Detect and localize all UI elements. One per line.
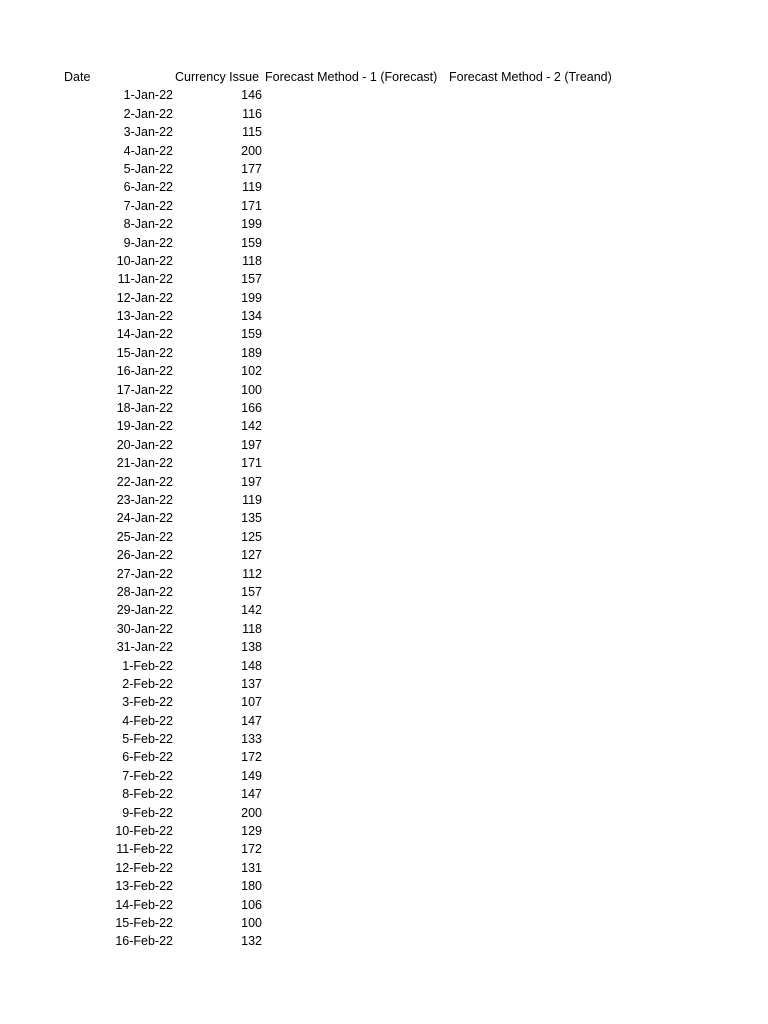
forecast-method-1-cell[interactable]: [265, 748, 445, 766]
table-row: [0, 896, 768, 914]
forecast-method-1-cell[interactable]: [265, 142, 445, 160]
forecast-method-1-cell[interactable]: [265, 730, 445, 748]
date-cell[interactable]: 14-Feb-22: [115, 897, 173, 912]
forecast-method-2-cell[interactable]: [449, 785, 629, 803]
table-row: [0, 436, 768, 454]
forecast-method-2-cell[interactable]: [449, 748, 629, 766]
table-row: [0, 123, 768, 141]
forecast-method-2-cell[interactable]: [449, 86, 629, 104]
forecast-method-1-cell[interactable]: [265, 914, 445, 932]
forecast-method-2-cell[interactable]: [449, 896, 629, 914]
currency-issue-cell[interactable]: 107: [241, 695, 262, 710]
forecast-method-1-cell[interactable]: [265, 234, 445, 252]
forecast-method-2-cell[interactable]: [449, 160, 629, 178]
currency-issue-cell[interactable]: 116: [242, 106, 262, 121]
table-row: [0, 748, 768, 766]
forecast-method-2-cell[interactable]: [449, 693, 629, 711]
table-row: [0, 565, 768, 583]
date-cell[interactable]: 10-Jan-22: [116, 253, 173, 268]
forecast-method-1-cell[interactable]: [265, 693, 445, 711]
date-cell[interactable]: 1-Jan-22: [123, 88, 173, 103]
table-row: [0, 528, 768, 546]
forecast-method-1-cell[interactable]: [265, 620, 445, 638]
forecast-method-1-cell[interactable]: [265, 785, 445, 803]
table-row: [0, 822, 768, 840]
table-row: [0, 583, 768, 601]
currency-issue-cell[interactable]: 138: [241, 640, 262, 655]
forecast-method-1-cell[interactable]: [265, 491, 445, 509]
date-cell[interactable]: 17-Jan-22: [116, 382, 173, 397]
forecast-method-1-cell[interactable]: [265, 583, 445, 601]
forecast-method-2-cell[interactable]: [449, 565, 629, 583]
forecast-method-2-cell[interactable]: [449, 234, 629, 252]
table-row: [0, 804, 768, 822]
currency-issue-cell[interactable]: 172: [241, 750, 262, 765]
forecast-method-2-cell[interactable]: [449, 362, 629, 380]
table-row: [0, 417, 768, 435]
forecast-method-2-cell[interactable]: [449, 583, 629, 601]
table-row: [0, 289, 768, 307]
currency-issue-cell[interactable]: 197: [241, 437, 262, 452]
forecast-method-2-cell[interactable]: [449, 859, 629, 877]
date-cell[interactable]: 18-Jan-22: [116, 401, 173, 416]
date-cell[interactable]: 21-Jan-22: [116, 456, 173, 471]
date-cell[interactable]: 10-Feb-22: [115, 824, 173, 839]
table-row: [0, 932, 768, 950]
table-row: [0, 785, 768, 803]
header-date[interactable]: Date: [64, 70, 91, 84]
currency-issue-cell[interactable]: 100: [241, 382, 262, 397]
table-row: [0, 215, 768, 233]
forecast-method-1-cell[interactable]: [265, 86, 445, 104]
forecast-method-2-cell[interactable]: [449, 289, 629, 307]
forecast-method-1-cell[interactable]: [265, 767, 445, 785]
table-row: [0, 675, 768, 693]
table-row: [0, 344, 768, 362]
forecast-method-2-cell[interactable]: [449, 178, 629, 196]
currency-issue-cell[interactable]: 180: [241, 879, 262, 894]
forecast-method-2-cell[interactable]: [449, 325, 629, 343]
forecast-method-1-cell[interactable]: [265, 932, 445, 950]
currency-issue-cell[interactable]: 127: [241, 548, 262, 563]
currency-issue-cell[interactable]: 125: [241, 529, 262, 544]
forecast-method-2-cell[interactable]: [449, 344, 629, 362]
forecast-method-1-cell[interactable]: [265, 215, 445, 233]
forecast-method-2-cell[interactable]: [449, 601, 629, 619]
date-cell[interactable]: 20-Jan-22: [116, 437, 173, 452]
currency-issue-cell[interactable]: 142: [241, 603, 262, 618]
table-row: [0, 270, 768, 288]
currency-issue-cell[interactable]: 119: [242, 180, 262, 195]
currency-issue-cell[interactable]: 147: [241, 713, 262, 728]
currency-issue-cell[interactable]: 171: [241, 456, 262, 471]
table-row: [0, 657, 768, 675]
currency-issue-cell[interactable]: 200: [241, 143, 262, 158]
forecast-method-1-cell[interactable]: [265, 840, 445, 858]
date-cell[interactable]: 11-Feb-22: [116, 842, 173, 857]
forecast-method-2-cell[interactable]: [449, 620, 629, 638]
currency-issue-cell[interactable]: 133: [241, 732, 262, 747]
date-cell[interactable]: 12-Feb-22: [115, 860, 173, 875]
forecast-method-2-cell[interactable]: [449, 381, 629, 399]
date-cell[interactable]: 1-Feb-22: [122, 658, 173, 673]
forecast-method-1-cell[interactable]: [265, 362, 445, 380]
table-row: [0, 620, 768, 638]
table-row: [0, 399, 768, 417]
table-row: [0, 197, 768, 215]
forecast-method-2-cell[interactable]: [449, 142, 629, 160]
forecast-method-1-cell[interactable]: [265, 399, 445, 417]
date-cell[interactable]: 27-Jan-22: [116, 566, 173, 581]
table-row: [0, 252, 768, 270]
date-cell[interactable]: 15-Jan-22: [116, 345, 173, 360]
currency-issue-cell[interactable]: 112: [242, 566, 262, 581]
forecast-method-1-cell[interactable]: [265, 546, 445, 564]
date-cell[interactable]: 7-Jan-22: [123, 198, 173, 213]
forecast-method-1-cell[interactable]: [265, 381, 445, 399]
forecast-method-2-cell[interactable]: [449, 105, 629, 123]
forecast-method-2-cell[interactable]: [449, 491, 629, 509]
currency-issue-cell[interactable]: 129: [241, 824, 262, 839]
forecast-method-1-cell[interactable]: [265, 307, 445, 325]
data-rows: [0, 86, 768, 950]
date-cell[interactable]: 31-Jan-22: [116, 640, 173, 655]
date-cell[interactable]: 28-Jan-22: [116, 584, 173, 599]
currency-issue-cell[interactable]: 189: [241, 345, 262, 360]
date-cell[interactable]: 7-Feb-22: [122, 768, 173, 783]
forecast-method-2-cell[interactable]: [449, 932, 629, 950]
forecast-method-1-cell[interactable]: [265, 859, 445, 877]
forecast-method-2-cell[interactable]: [449, 252, 629, 270]
forecast-method-1-cell[interactable]: [265, 417, 445, 435]
table-row: [0, 730, 768, 748]
currency-issue-cell[interactable]: 137: [241, 676, 262, 691]
table-row: [0, 877, 768, 895]
date-cell[interactable]: 13-Feb-22: [115, 879, 173, 894]
currency-issue-cell[interactable]: 100: [241, 915, 262, 930]
spreadsheet-sheet: [0, 68, 768, 951]
date-cell[interactable]: 23-Jan-22: [116, 492, 173, 507]
forecast-method-1-cell[interactable]: [265, 528, 445, 546]
date-cell[interactable]: 26-Jan-22: [116, 548, 173, 563]
currency-issue-cell[interactable]: 106: [241, 897, 262, 912]
date-cell[interactable]: 2-Jan-22: [123, 106, 173, 121]
forecast-method-2-cell[interactable]: [449, 730, 629, 748]
forecast-method-1-cell[interactable]: [265, 160, 445, 178]
table-row: [0, 473, 768, 491]
table-row: [0, 142, 768, 160]
table-row: [0, 454, 768, 472]
date-cell[interactable]: 6-Feb-22: [122, 750, 173, 765]
header-row: [0, 68, 768, 86]
date-cell[interactable]: 24-Jan-22: [116, 511, 173, 526]
forecast-method-2-cell[interactable]: [449, 804, 629, 822]
forecast-method-1-cell[interactable]: [265, 454, 445, 472]
currency-issue-cell[interactable]: 149: [241, 768, 262, 783]
header-forecast-method-2[interactable]: Forecast Method - 2 (Treand): [449, 70, 612, 84]
forecast-method-2-cell[interactable]: [449, 399, 629, 417]
forecast-method-2-cell[interactable]: [449, 877, 629, 895]
date-cell[interactable]: 29-Jan-22: [116, 603, 173, 618]
currency-issue-cell[interactable]: 157: [241, 272, 262, 287]
forecast-method-1-cell[interactable]: [265, 804, 445, 822]
date-cell[interactable]: 8-Feb-22: [122, 787, 173, 802]
date-cell[interactable]: 13-Jan-22: [116, 309, 173, 324]
date-cell[interactable]: 22-Jan-22: [116, 474, 173, 489]
forecast-method-2-cell[interactable]: [449, 436, 629, 454]
date-cell[interactable]: 25-Jan-22: [116, 529, 173, 544]
currency-issue-cell[interactable]: 177: [241, 161, 262, 176]
forecast-method-2-cell[interactable]: [449, 123, 629, 141]
date-cell[interactable]: 11-Jan-22: [117, 272, 173, 287]
forecast-method-2-cell[interactable]: [449, 454, 629, 472]
currency-issue-cell[interactable]: 200: [241, 805, 262, 820]
forecast-method-2-cell[interactable]: [449, 473, 629, 491]
forecast-method-2-cell[interactable]: [449, 675, 629, 693]
date-cell[interactable]: 16-Feb-22: [115, 934, 173, 949]
forecast-method-1-cell[interactable]: [265, 657, 445, 675]
forecast-method-2-cell[interactable]: [449, 417, 629, 435]
forecast-method-1-cell[interactable]: [265, 344, 445, 362]
currency-issue-cell[interactable]: 119: [242, 492, 262, 507]
date-cell[interactable]: 3-Feb-22: [122, 695, 173, 710]
forecast-method-2-cell[interactable]: [449, 197, 629, 215]
forecast-method-1-cell[interactable]: [265, 289, 445, 307]
date-cell[interactable]: 2-Feb-22: [122, 676, 173, 691]
table-row: [0, 767, 768, 785]
date-cell[interactable]: 6-Jan-22: [123, 180, 173, 195]
table-row: [0, 325, 768, 343]
currency-issue-cell[interactable]: 147: [241, 787, 262, 802]
forecast-method-1-cell[interactable]: [265, 473, 445, 491]
forecast-method-1-cell[interactable]: [265, 638, 445, 656]
date-cell[interactable]: 4-Feb-22: [122, 713, 173, 728]
forecast-method-1-cell[interactable]: [265, 565, 445, 583]
forecast-method-1-cell[interactable]: [265, 178, 445, 196]
currency-issue-cell[interactable]: 146: [241, 88, 262, 103]
table-row: [0, 178, 768, 196]
forecast-method-2-cell[interactable]: [449, 509, 629, 527]
currency-issue-cell[interactable]: 102: [241, 364, 262, 379]
forecast-method-1-cell[interactable]: [265, 105, 445, 123]
currency-issue-cell[interactable]: 148: [241, 658, 262, 673]
forecast-method-2-cell[interactable]: [449, 712, 629, 730]
currency-issue-cell[interactable]: 171: [241, 198, 262, 213]
date-cell[interactable]: 3-Jan-22: [123, 125, 173, 140]
currency-issue-cell[interactable]: 118: [242, 253, 262, 268]
table-row: [0, 381, 768, 399]
currency-issue-cell[interactable]: 118: [242, 621, 262, 636]
forecast-method-2-cell[interactable]: [449, 638, 629, 656]
table-row: [0, 859, 768, 877]
currency-issue-cell[interactable]: 172: [241, 842, 262, 857]
table-row: [0, 234, 768, 252]
forecast-method-2-cell[interactable]: [449, 307, 629, 325]
forecast-method-2-cell[interactable]: [449, 528, 629, 546]
date-cell[interactable]: 5-Jan-22: [123, 161, 173, 176]
forecast-method-1-cell[interactable]: [265, 436, 445, 454]
currency-issue-cell[interactable]: 134: [241, 309, 262, 324]
date-cell[interactable]: 9-Jan-22: [123, 235, 173, 250]
currency-issue-cell[interactable]: 142: [241, 419, 262, 434]
table-row: [0, 307, 768, 325]
header-forecast-method-1[interactable]: Forecast Method - 1 (Forecast): [265, 70, 438, 84]
date-cell[interactable]: 16-Jan-22: [116, 364, 173, 379]
table-row: [0, 638, 768, 656]
forecast-method-2-cell[interactable]: [449, 914, 629, 932]
table-row: [0, 840, 768, 858]
forecast-method-2-cell[interactable]: [449, 840, 629, 858]
currency-issue-cell[interactable]: 157: [241, 584, 262, 599]
table-row: [0, 693, 768, 711]
table-row: [0, 491, 768, 509]
forecast-method-1-cell[interactable]: [265, 270, 445, 288]
currency-issue-cell[interactable]: 159: [241, 327, 262, 342]
currency-issue-cell[interactable]: 135: [241, 511, 262, 526]
currency-issue-cell[interactable]: 197: [241, 474, 262, 489]
forecast-method-2-cell[interactable]: [449, 546, 629, 564]
forecast-method-1-cell[interactable]: [265, 123, 445, 141]
forecast-method-2-cell[interactable]: [449, 822, 629, 840]
forecast-method-2-cell[interactable]: [449, 657, 629, 675]
forecast-method-1-cell[interactable]: [265, 325, 445, 343]
table-row: [0, 362, 768, 380]
table-row: [0, 160, 768, 178]
forecast-method-1-cell[interactable]: [265, 712, 445, 730]
date-cell[interactable]: 14-Jan-22: [116, 327, 173, 342]
table-row: [0, 546, 768, 564]
forecast-method-2-cell[interactable]: [449, 215, 629, 233]
currency-issue-cell[interactable]: 159: [241, 235, 262, 250]
forecast-method-2-cell[interactable]: [449, 270, 629, 288]
forecast-method-1-cell[interactable]: [265, 822, 445, 840]
date-cell[interactable]: 4-Jan-22: [123, 143, 173, 158]
date-cell[interactable]: 9-Feb-22: [122, 805, 173, 820]
forecast-method-1-cell[interactable]: [265, 252, 445, 270]
date-cell[interactable]: 12-Jan-22: [116, 290, 173, 305]
table-row: [0, 914, 768, 932]
currency-issue-cell[interactable]: 132: [241, 934, 262, 949]
date-cell[interactable]: 19-Jan-22: [116, 419, 173, 434]
table-row: [0, 509, 768, 527]
date-cell[interactable]: 5-Feb-22: [122, 732, 173, 747]
date-cell[interactable]: 30-Jan-22: [116, 621, 173, 636]
forecast-method-1-cell[interactable]: [265, 509, 445, 527]
forecast-method-1-cell[interactable]: [265, 601, 445, 619]
forecast-method-1-cell[interactable]: [265, 675, 445, 693]
forecast-method-1-cell[interactable]: [265, 896, 445, 914]
currency-issue-cell[interactable]: 199: [241, 290, 262, 305]
currency-issue-cell[interactable]: 131: [241, 860, 262, 875]
forecast-method-1-cell[interactable]: [265, 197, 445, 215]
table-row: [0, 86, 768, 104]
currency-issue-cell[interactable]: 115: [242, 125, 262, 140]
date-cell[interactable]: 8-Jan-22: [123, 217, 173, 232]
forecast-method-2-cell[interactable]: [449, 767, 629, 785]
header-currency-issue[interactable]: Currency Issue: [175, 70, 260, 84]
table-row: [0, 105, 768, 123]
currency-issue-cell[interactable]: 199: [241, 217, 262, 232]
currency-issue-cell[interactable]: 166: [241, 401, 262, 416]
table-row: [0, 601, 768, 619]
date-cell[interactable]: 15-Feb-22: [115, 915, 173, 930]
forecast-method-1-cell[interactable]: [265, 877, 445, 895]
table-row: [0, 712, 768, 730]
